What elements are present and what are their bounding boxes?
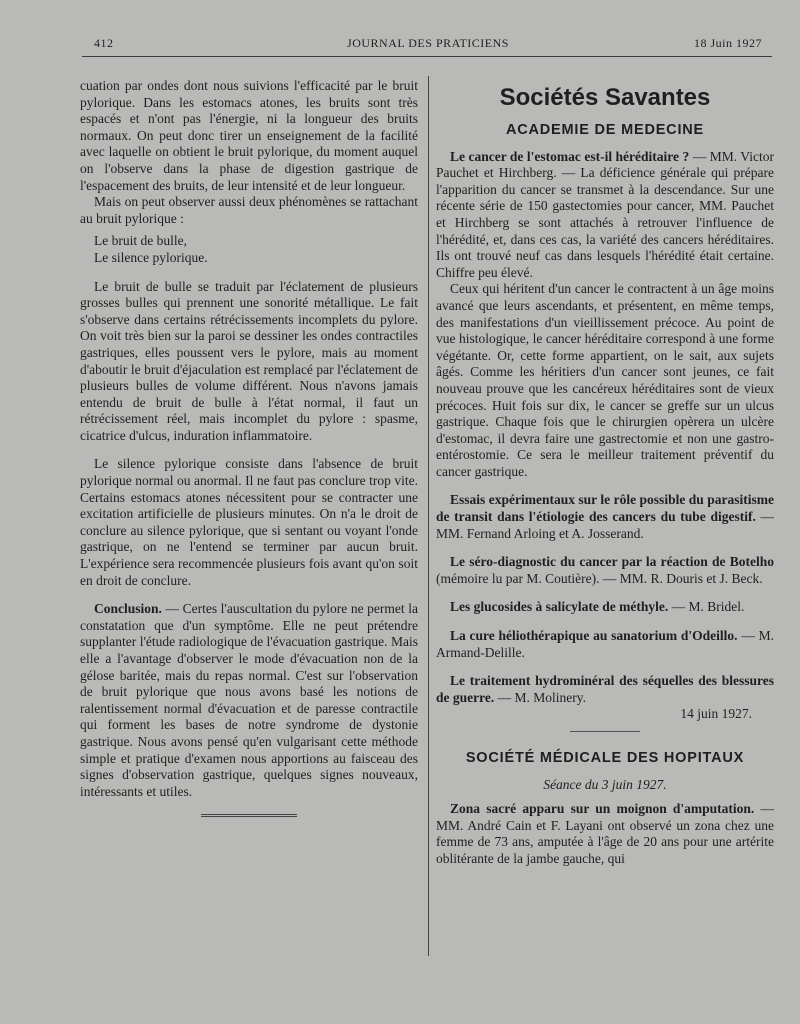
paragraph: Le silence pylorique consiste dans l'absence de bruit pylorique normal ou anormal. Il ne faut pas conclure trop vite. Certains estomacs atones nécessitent pour se contracter une excitation artificielle de plusieurs minutes. On n'a le droit de conclure au silence pylorique, que si sentant ou voyant l'onde gastrique, on ne l'entend se terminer par aucun bruit. L'expérience sera recommencée plusieurs fois avant qu'on soit en droit de conclure.	[80, 456, 418, 588]
page-number: 412	[94, 36, 114, 50]
conclusion-label: Conclusion.	[94, 601, 162, 617]
list-item: Le silence pylorique.	[94, 249, 208, 265]
academie-heading: ACADEMIE DE MEDECINE	[505, 122, 705, 138]
societe-heading: SOCIÉTÉ MÉDICALE DES HOPITAUX	[465, 750, 745, 766]
report-item	[436, 599, 774, 616]
report-item	[436, 628, 774, 661]
report-title: Le traitement hydrominéral des séquelles des blessures de guerre.	[436, 673, 774, 705]
conclusion-text: — Certes l'auscultation du pylore ne permet la constatation que d'un symptôme. Elle ne peut prétendre supplanter l'étude radiologique de l'évacuation gastrique. Mais elle a l'avantage d'observer le mode d'évacuation non de la gélose baritée, mais du repas normal. C'est sur l'observation de bruit pylorique que nous avons basé les notions de ralentissement normal d'évacuation et de paresse contractile qui forment les bases de notre syndrome de dystonie gastrique. Nous avons pensé qu'en vulgarisant cette méthode simple et pratique d'examen nous apportions au faisceau des signes d'observation gastrique, quelques signes nouveaux, intéressants et utiles.	[80, 601, 418, 799]
article-end-rule	[201, 814, 297, 819]
report-item	[436, 673, 774, 706]
header-rule	[82, 56, 772, 57]
report-text: — M. Molinery.	[494, 689, 586, 705]
session-date: 14 juin 1927.	[680, 706, 752, 722]
paragraph: Ceux qui héritent d'un cancer le contractent à un âge moins avancé que leurs ascendants, et présentent, en même temps, des manifestations d'un vieillissement précoce. Au point de vue histologique, le cancer héréditaire correspond à une forme végétante. Or, cette forme appartient, on le sait, aux sujets âgés. Comme les héritiers d'un cancer sont jeunes, ce fait nouveau prouve que les cancéreux héréditaires sont de vieux précoces. Huit fois sur dix, le cancer se greffe sur un ulcus gastrique. Chaque fois que le chirurgien opèrera un ulcère d'estomac, il devra faire une gastrectomie et non une gastro-entérostomie. Ce sera le meilleur traitement préventif du cancer gastrique.	[436, 281, 774, 479]
paragraph: Mais on peut observer aussi deux phénomènes se rattachant au bruit pylorique :	[80, 194, 418, 226]
report-text: — MM. Victor Pauchet et Hirchberg. — La déficience générale qui prépare l'apparition du cancer se transmet à la descendance. Sur une récente série de 150 gastectomies pour cancer, MM. Pauchet et Hirchberg se sont attachés à retrouver l'influence de l'hérédité, et, dans ces cas, la variété des cancers héréditaires. Ils ont trouvé neuf cas dans lesquels l'hérédité était certaine. Chiffre peu élevé.	[436, 148, 774, 280]
issue-date: 18 Juin 1927	[693, 36, 762, 50]
paragraph: cuation par ondes dont nous suivions l'efficacité par le bruit pylorique. Dans les estomacs atones, les bruits sont très espacés et n'ont pas l'énergie, ni la longueur des bruits normaux. On peut donc tirer un enseignement de la facilité avec laquelle on obtient le bruit pylorique, du moment auquel on l'observe dans la phase de digestion gastrique de l'espacement des bruits, de leur intensité et de leur longueur.	[80, 78, 418, 193]
report-text: — M. Bridel.	[668, 599, 745, 615]
seance-date: Séance du 3 juin 1927.	[543, 776, 667, 792]
paragraph: Le bruit de bulle se traduit par l'éclatement de plusieurs grosses bulles qui prennent une sonorité métallique. Le fait s'observe dans certains rétrécissements incomplets du pylore. On voit très bien sur la paroi se dessiner les ondes contractiles gastriques, elles poussent vers le pylore, mais au moment d'aboutir le bruit d'éjaculation est remplacé par l'éclatement de plusieurs bulles de volume différent. Nous n'avons jamais entendu de bruit de bulle à l'état normal, il faut un rétrécissement réel, mais incomplet du pylore : spasme, cicatrice d'ulcus, induration inflammatoire.	[80, 278, 418, 443]
conclusion-paragraph	[80, 601, 418, 800]
report-title: Les glucosides à salicylate de méthyle.	[450, 599, 669, 615]
list-item: Le bruit de bulle,	[94, 233, 187, 249]
report-title: Zona sacré apparu sur un moignon d'amputation.	[450, 801, 755, 817]
right-column	[436, 78, 774, 868]
column-divider	[428, 76, 429, 956]
report-item	[436, 801, 774, 867]
report-title: Le séro-diagnostic du cancer par la réaction de Botelho	[450, 554, 774, 570]
journal-title: JOURNAL DES PRATICIENS	[347, 36, 509, 50]
report-text: — MM. Fernand Arloing et A. Josserand.	[436, 509, 775, 541]
report-text: (mémoire lu par M. Coutière). — MM. R. Douris et J. Beck.	[436, 570, 763, 586]
section-title: Sociétés Savantes	[499, 84, 711, 111]
left-column	[80, 78, 418, 819]
report-item	[436, 492, 774, 542]
report-title: Le cancer de l'estomac est-il héréditaire ?	[450, 148, 690, 164]
section-divider	[570, 731, 640, 732]
report-title: La cure héliothérapique au sanatorium d'Odeillo.	[450, 628, 738, 644]
report-title: Essais expérimentaux sur le rôle possible du parasitisme de transit dans l'étiologie des cancers du tube digestif.	[436, 492, 774, 525]
report-item	[436, 149, 774, 282]
report-text: — M. Armand-Delille.	[436, 628, 774, 660]
running-header	[88, 36, 768, 54]
report-item	[436, 554, 774, 587]
report-text: — MM. André Cain et F. Layani ont observé un zona chez une femme de 73 ans, amputée à l'âge de 20 ans pour une artérite oblitérante de la jambe gauche, qui	[436, 801, 774, 866]
